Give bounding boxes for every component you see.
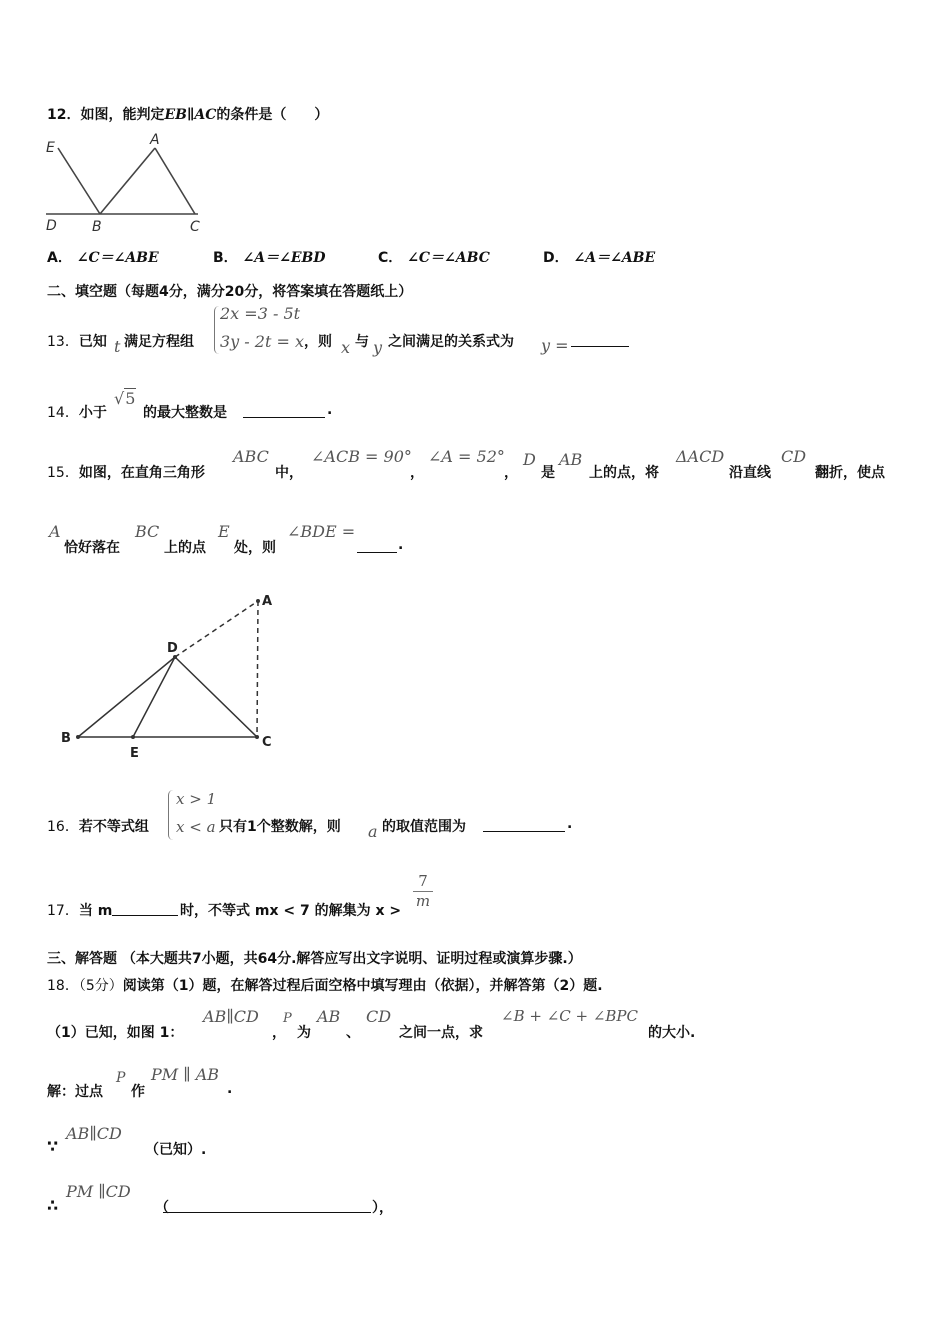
q18-part1-text-e: 之间一点，求 — [399, 1025, 483, 1041]
q18-solution-math-p: P — [116, 1070, 126, 1086]
q13-text-2: 满足方程组 — [124, 334, 194, 350]
q18-therefore-open: （ — [155, 1200, 169, 1216]
q13-text-3: ，则 — [304, 334, 332, 350]
q13-var-x: x — [341, 338, 351, 357]
q18-solution-text-b: 作 — [131, 1084, 145, 1100]
q16-brace — [168, 790, 173, 840]
q15-math-cd: CD — [781, 447, 807, 466]
q15-math-ab: AB — [559, 450, 583, 469]
q15-answer-blank[interactable] — [357, 538, 397, 553]
q12-label-c: C — [190, 219, 200, 235]
q12-stem: 12．如图，能判定EB∥AC的条件是（ ） — [47, 107, 329, 123]
q18-therefore-symbol: ∴ — [47, 1196, 59, 1215]
q15-number: 15．如图，在直角三角形 — [47, 465, 205, 481]
q15-comma-2: ， — [504, 465, 518, 481]
q14-number: 14．小于 — [47, 405, 107, 421]
q16-text-2: 只有1个整数解，则 — [219, 819, 341, 835]
q15-math-d: D — [523, 450, 536, 469]
q18-therefore-math: PM ∥CD — [66, 1182, 131, 1201]
q13-number: 13．已知 — [47, 334, 107, 350]
section-2-heading: 二、填空题（每题4分，满分20分，将答案填在答题纸上） — [47, 284, 413, 300]
q18-intro: 18．（5分）阅读第（1）题，在解答过程后面空格中填写理由（依据），并解答第（2）题. — [47, 978, 603, 994]
q15-math-angle-acb: ∠ACB = 90° — [311, 447, 412, 466]
q15-text-3: 是 — [541, 465, 555, 481]
q12-option-c[interactable]: C． ∠C＝∠ABC — [378, 250, 490, 266]
q12-label-a: A — [150, 132, 160, 148]
q16-end: . — [567, 816, 573, 832]
q18-part1-math-sum: ∠B + ∠C + ∠BPC — [501, 1007, 639, 1025]
q15-text-2: 中， — [275, 465, 303, 481]
q15-math-abc: ABC — [233, 447, 269, 466]
q12-label-e: E — [46, 140, 55, 156]
q12-option-a[interactable]: A． ∠C＝∠ABE — [47, 250, 159, 266]
q13-answer-label: y = — [541, 336, 569, 355]
q18-therefore-close: ）， — [372, 1200, 393, 1216]
q15-text-5: 沿直线 — [729, 465, 771, 481]
q12-label-d: D — [46, 218, 57, 234]
q13-text-5: 之间满足的关系式为 — [388, 334, 514, 350]
q15-label-c: C — [262, 735, 272, 750]
q17-fraction-num: 7 — [413, 872, 433, 892]
q18-solution-text-a: 解：过点 — [47, 1084, 103, 1100]
q14-end: . — [327, 402, 333, 418]
q13-text-4: 与 — [355, 334, 369, 350]
q17-text-2: 时，不等式 mx < 7 的解集为 x > — [180, 903, 402, 919]
q18-part1-comma: ， — [272, 1025, 286, 1041]
q14-text-2: 的最大整数是 — [143, 405, 227, 421]
q16-text-3: 的取值范围为 — [382, 819, 466, 835]
q15-end: . — [398, 537, 404, 553]
q17-fraction-den: m — [415, 892, 431, 910]
q13-var-y: y — [373, 338, 383, 357]
q15-math-a: A — [49, 522, 61, 541]
q15-text-8: 上的点 — [164, 540, 206, 556]
section-3-heading: 三、解答题 （本大题共7小题，共64分.解答应写出文字说明、证明过程或演算步骤.） — [47, 951, 582, 967]
q18-since-symbol: ∵ — [47, 1137, 59, 1156]
q15-label-e: E — [130, 746, 139, 761]
q16-ineq1: x > 1 — [176, 790, 217, 808]
q15-label-a: A — [262, 594, 273, 609]
q18-since-reason: （已知）. — [145, 1142, 207, 1158]
q15-math-acd: ΔACD — [676, 447, 725, 466]
q14-answer-blank[interactable] — [243, 403, 325, 418]
q15-label-d: D — [167, 641, 178, 656]
q18-part1-math-p: P — [283, 1011, 292, 1026]
q16-var-a: a — [368, 822, 378, 841]
q16-answer-blank[interactable] — [483, 817, 565, 832]
q13-eq2: 3y - 2t = x — [220, 332, 305, 351]
q18-since-math: AB∥CD — [66, 1124, 122, 1143]
q18-part1-text-d: 、 — [346, 1025, 360, 1041]
q18-part1-math-cd: CD — [366, 1007, 392, 1026]
q18-part1-label: （1）已知，如图 1： — [47, 1025, 184, 1041]
q17-fraction — [413, 872, 433, 910]
q18-part1-math-1: AB∥CD — [203, 1007, 259, 1026]
q18-part1-text-b: 为 — [297, 1025, 311, 1041]
q13-var-t: t — [114, 337, 121, 356]
q18-reason-blank[interactable] — [163, 1198, 371, 1213]
q15-math-angle-bde: ∠BDE = — [287, 522, 356, 541]
q18-part1-math-ab: AB — [317, 1007, 341, 1026]
q15-text-6: 翻折，使点 — [815, 465, 885, 481]
q18-solution-end: . — [227, 1081, 233, 1097]
q17-answer-blank[interactable] — [112, 901, 178, 916]
q15-label-b: B — [61, 731, 71, 746]
q12-option-b[interactable]: B． ∠A＝∠EBD — [213, 250, 326, 266]
q15-comma-1: ， — [410, 465, 424, 481]
q12-figure — [40, 128, 220, 238]
q13-eq1: 2x =3 - 5t — [220, 304, 301, 323]
q15-text-7: 恰好落在 — [64, 540, 120, 556]
q12-label-b: B — [92, 219, 102, 235]
q15-figure — [50, 585, 290, 765]
q15-math-bc: BC — [135, 522, 160, 541]
q15-math-angle-a: ∠A = 52° — [428, 447, 505, 466]
q12-option-d[interactable]: D． ∠A＝∠ABE — [543, 250, 656, 266]
q13-brace — [214, 306, 219, 354]
q15-text-4: 上的点，将 — [589, 465, 659, 481]
q13-answer-blank[interactable] — [571, 332, 629, 347]
q16-ineq2: x < a — [176, 818, 216, 836]
q16-number: 16．若不等式组 — [47, 819, 149, 835]
q18-solution-math-pm-ab: PM ∥ AB — [151, 1065, 220, 1084]
q17-number: 17．当 m — [47, 903, 113, 919]
q18-part1-text-f: 的大小. — [648, 1025, 696, 1041]
q14-sqrt: √5 — [114, 389, 136, 408]
q15-math-e: E — [218, 522, 230, 541]
q15-text-9: 处，则 — [234, 540, 276, 556]
